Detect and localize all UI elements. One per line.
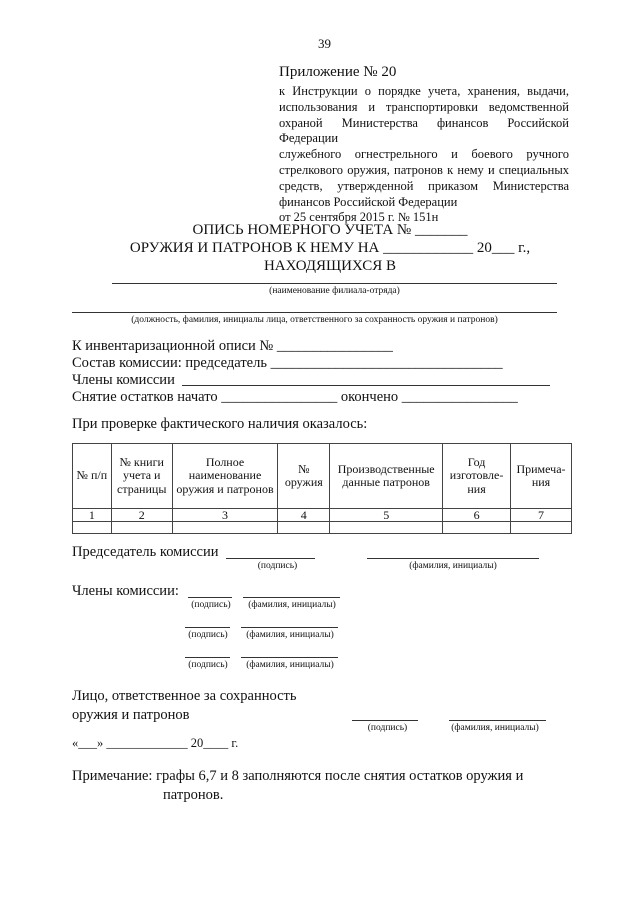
member1-signature-caption: (подпись) <box>191 600 231 610</box>
appendix-line: использования и транспортировки ведомственной <box>279 99 569 114</box>
appendix-reference <box>279 84 569 226</box>
table-cell[interactable] <box>111 522 172 534</box>
appendix-line: средств, утвержденной приказом Министерства <box>279 178 569 193</box>
col-header-year: Год изготовле-ния <box>443 444 511 509</box>
col-header-notes: Примеча-ния <box>511 444 572 509</box>
responsible-label-line1: Лицо, ответственное за сохранность <box>72 688 297 704</box>
branch-name-caption: (наименование филиала-отряда) <box>269 286 400 296</box>
col-number: 7 <box>511 509 572 522</box>
col-number: 2 <box>111 509 172 522</box>
member1-signature-field[interactable] <box>188 597 232 598</box>
col-header-number: № п/п <box>73 444 112 509</box>
responsible-signature-field[interactable] <box>352 720 418 721</box>
col-number: 5 <box>330 509 443 522</box>
branch-name-field[interactable] <box>112 283 557 284</box>
table-cell[interactable] <box>73 522 112 534</box>
page-number: 39 <box>318 36 331 51</box>
col-header-weapon-number: № оружия <box>278 444 330 509</box>
responsible-name-field[interactable] <box>449 720 546 721</box>
table-row <box>73 522 572 534</box>
col-header-full-name: Полное наименование оружия и патронов <box>172 444 278 509</box>
member3-signature-caption: (подпись) <box>188 660 228 670</box>
table-header-row <box>73 444 572 509</box>
member3-name-field[interactable] <box>241 657 338 658</box>
appendix-line: финансов Российской Федерации <box>279 194 458 209</box>
chair-name-caption: (фамилия, инициалы) <box>409 561 497 571</box>
members-label: Члены комиссии: <box>72 583 179 599</box>
table-column-numbers-row <box>73 509 572 522</box>
table-cell[interactable] <box>443 522 511 534</box>
col-number: 4 <box>278 509 330 522</box>
appendix-line: охраной Министерства финансов Российской Федерации <box>279 115 569 146</box>
commission-members-field[interactable] <box>182 385 550 386</box>
appendix-title: Приложение № 20 <box>279 64 397 80</box>
commission-chair-field[interactable]: Состав комиссии: председатель ________________________________ <box>72 355 503 371</box>
member2-name-field[interactable] <box>241 627 338 628</box>
responsible-person-caption: (должность, фамилия, инициалы лица, ответственного за сохранность оружия и патронов) <box>131 315 498 325</box>
responsible-label-line2: оружия и патронов <box>72 707 190 723</box>
member2-signature-caption: (подпись) <box>188 630 228 640</box>
appendix-line: к Инструкции о порядке учета, хранения, выдачи, <box>279 84 569 98</box>
chair-label: Председатель комиссии <box>72 544 219 560</box>
member2-name-caption: (фамилия, инициалы) <box>246 630 334 640</box>
responsible-person-field[interactable] <box>72 312 557 313</box>
commission-members-label: Члены комиссии <box>72 372 175 388</box>
col-number: 6 <box>443 509 511 522</box>
appendix-line: от 25 сентября 2015 г. № 151н <box>279 210 439 225</box>
col-number: 1 <box>73 509 112 522</box>
appendix-line: стрелкового оружия, патронов к нему и специальных <box>279 162 569 177</box>
member3-name-caption: (фамилия, инициалы) <box>246 660 334 670</box>
table-cell[interactable] <box>278 522 330 534</box>
chair-name-field[interactable] <box>367 558 539 559</box>
table-cell[interactable] <box>172 522 278 534</box>
responsible-name-caption: (фамилия, инициалы) <box>451 723 539 733</box>
member1-name-caption: (фамилия, инициалы) <box>248 600 336 610</box>
col-header-cartridge-data: Производственные данные патронов <box>330 444 443 509</box>
form-title-line3: НАХОДЯЩИХСЯ В <box>263 258 397 274</box>
col-header-book: № книги учета и страницы <box>111 444 172 509</box>
member2-signature-field[interactable] <box>185 627 230 628</box>
responsible-signature-caption: (подпись) <box>367 723 408 733</box>
note-line2: патронов. <box>163 787 224 803</box>
note-line1: Примечание: графы 6,7 и 8 заполняются после снятия остатков оружия и <box>72 768 524 784</box>
form-title-line1: ОПИСЬ НОМЕРНОГО УЧЕТА № _______ <box>192 222 468 238</box>
chair-signature-field[interactable] <box>226 558 315 559</box>
table-cell[interactable] <box>330 522 443 534</box>
date-field[interactable]: «___» _____________ 20____ г. <box>72 736 239 750</box>
count-period-field[interactable]: Снятие остатков начато ________________ окончено ________________ <box>72 389 518 405</box>
member1-name-field[interactable] <box>243 597 340 598</box>
inventory-table <box>72 443 572 534</box>
check-intro-text: При проверке фактического наличия оказалось: <box>72 416 368 432</box>
member3-signature-field[interactable] <box>185 657 230 658</box>
appendix-line: служебного огнестрельного и боевого ручного <box>279 147 569 162</box>
chair-signature-caption: (подпись) <box>257 561 298 571</box>
form-title-line2: ОРУЖИЯ И ПАТРОНОВ К НЕМУ НА ____________ 20___ г., <box>129 240 531 256</box>
col-number: 3 <box>172 509 278 522</box>
inventory-reference-field[interactable]: К инвентаризационной описи № ________________ <box>72 338 393 354</box>
table-cell[interactable] <box>511 522 572 534</box>
